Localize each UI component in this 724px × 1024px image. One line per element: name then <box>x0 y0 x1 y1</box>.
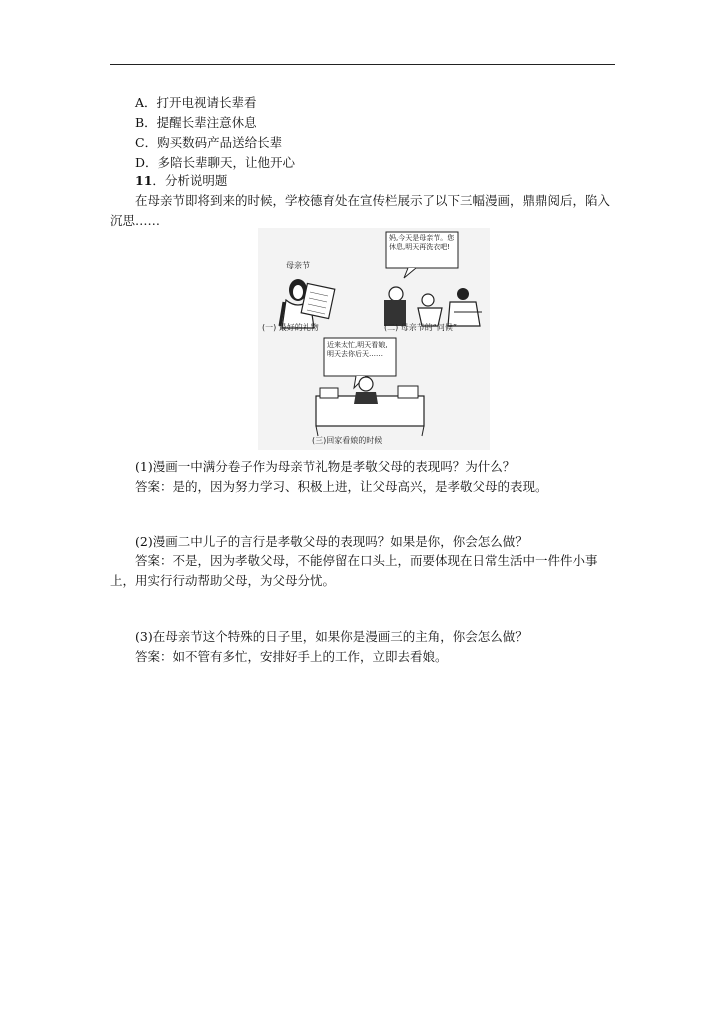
option-a: A．打开电视请长辈看 <box>135 95 257 110</box>
question-type: ．分析说明题 <box>152 173 228 188</box>
panel2-bubble: 妈,今天是母亲节。您休息,明天再洗衣吧! <box>389 234 455 251</box>
question-intro: 在母亲节即将到来的时候，学校德育处在宣传栏展示了以下三幅漫画，鼎鼎阅后，陷入沉思…… <box>110 193 611 228</box>
panel1-drawing <box>280 279 335 328</box>
panel1-label: 母亲节 <box>286 261 310 270</box>
panel2-caption: (二) 母亲节的“问候” <box>384 323 458 332</box>
q2-question: (2)漫画二中儿子的言行是孝敬父母的表现吗？如果是你，你会怎么做？ <box>135 534 528 549</box>
panel3-bubble: 近来太忙,明天看娘,明天去你后天…… <box>327 341 388 358</box>
q1-question: (1)漫画一中满分卷子作为母亲节礼物是孝敬父母的表现吗？为什么？ <box>135 459 516 474</box>
q3-answer: 答案：如不管有多忙，安排好手上的工作，立即去看娘。 <box>135 649 448 664</box>
question-number: 11 <box>135 173 153 188</box>
q2-answer: 答案：不是，因为孝敬父母，不能停留在口头上，而要体现在日常生活中一件件小事上，用实行行动帮助父母，为父母分忧。 <box>110 553 598 588</box>
question-11-title <box>110 172 640 190</box>
q1-answer: 答案：是的，因为努力学习、积极上进，让父母高兴，是孝敬父母的表现。 <box>135 479 548 494</box>
header-rule <box>110 64 615 65</box>
panel3-caption: (三)回家看娘的时候 <box>312 436 383 445</box>
option-d: D．多陪长辈聊天，让他开心 <box>135 155 296 170</box>
panel1-caption: (一) 最好的礼物 <box>262 323 319 332</box>
option-b: B．提醒长辈注意休息 <box>135 115 257 130</box>
q3-question: (3)在母亲节这个特殊的日子里，如果你是漫画三的主角，你会怎么做？ <box>135 629 528 644</box>
option-c: C．购买数码产品送给长辈 <box>135 135 283 150</box>
comic-figure <box>258 228 490 450</box>
